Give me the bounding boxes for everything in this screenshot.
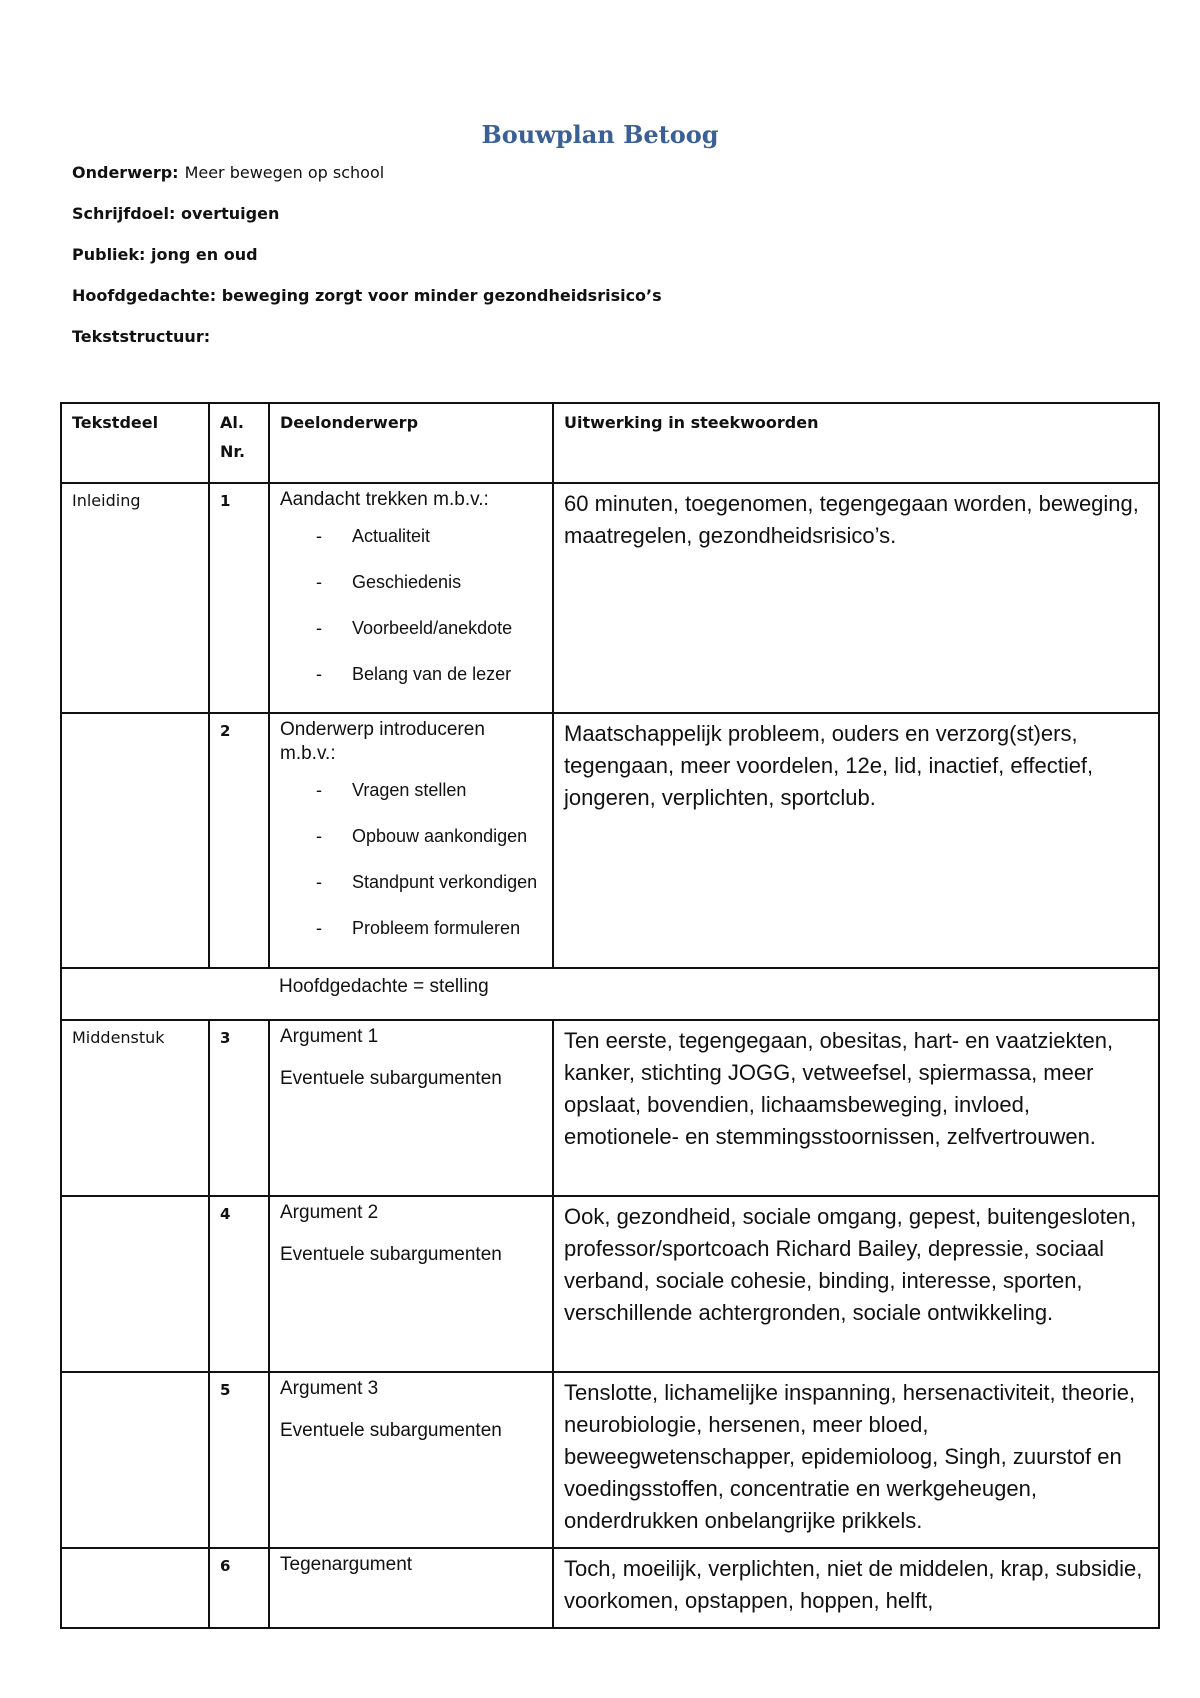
header-uitwerking: Uitwerking in steekwoorden [553,403,1159,483]
table-row [61,1548,1159,1628]
argument-title: Argument 1 [280,1026,379,1047]
meta-hoofdgedachte [72,286,662,306]
stelling-spacer [61,968,269,1020]
row-tekstdeel: Inleiding [61,483,209,713]
page-title: Bouwplan Betoog [481,120,719,149]
row-uitwerking: 60 minuten, toegenomen, tegengegaan worden, beweging, maatregelen, gezondheidsrisico’s. [553,483,1159,713]
hoofdgedachte-text: Hoofdgedachte: beweging zorgt voor minder gezondheidsrisico’s [72,286,662,305]
meta-schrijfdoel [72,204,279,224]
table-row [61,1020,1159,1196]
list-item: - Actualiteit [316,524,542,548]
header-tekstdeel: Tekstdeel [61,403,209,483]
row-nr: 4 [209,1196,269,1372]
deelonderwerp-text: Onderwerp introduceren m.b.v.: [280,719,485,764]
table-row [61,713,1159,968]
table-header-row [61,403,1159,483]
list-item: - Vragen stellen [316,778,542,802]
deelonderwerp-text: Aandacht trekken m.b.v.: [280,489,489,510]
publiek-text: Publiek: jong en oud [72,245,258,264]
row-deelonderwerp [269,483,553,713]
bullet-list [280,778,542,940]
header-deelonderwerp: Deelonderwerp [269,403,553,483]
row-nr: 1 [209,483,269,713]
row-deelonderwerp [269,1372,553,1548]
meta-onderwerp [72,163,384,183]
subargument-text: Eventuele subargumenten [280,1420,502,1441]
argument-title: Tegenargument [280,1554,413,1575]
row-uitwerking: Ten eerste, tegengegaan, obesitas, hart- en vaatziekten, kanker, stichting JOGG, vetweefsel, spiermassa, meer opslaat, bovendien, lichaamsbeweging, invloed, emotionele- en stemmingsstoornissen, zelfvertrouwen. [553,1020,1159,1196]
list-item: - Voorbeeld/anekdote [316,616,542,640]
subargument-text: Eventuele subargumenten [280,1244,502,1265]
list-item: - Standpunt verkondigen [316,870,542,894]
table-row [61,483,1159,713]
row-tekstdeel [61,1372,209,1548]
row-deelonderwerp [269,713,553,968]
list-item: - Probleem formuleren [316,916,542,940]
header-al-nr: Al. Nr. [209,403,269,483]
argument-title: Argument 2 [280,1202,379,1223]
row-deelonderwerp [269,1020,553,1196]
onderwerp-value: Meer bewegen op school [184,163,385,182]
bouwplan-table [60,402,1160,1629]
meta-publiek [72,245,258,265]
list-item: - Belang van de lezer [316,662,542,686]
row-uitwerking: Tenslotte, lichamelijke inspanning, hersenactiviteit, theorie, neurobiologie, hersenen, meer bloed, beweegwetenschapper, epidemioloog, Singh, zuurstof en voedingsstoffen, concentratie en werkgeheugen, onderdrukken onbelangrijke prikkels. [553,1372,1159,1548]
row-tekstdeel: Middenstuk [61,1020,209,1196]
schrijfdoel-text: Schrijfdoel: overtuigen [72,204,280,223]
list-item: - Geschiedenis [316,570,542,594]
stelling-text: Hoofdgedachte = stelling [269,968,1159,1020]
meta-tekststructuur [72,327,210,347]
row-uitwerking: Maatschappelijk probleem, ouders en verzorg(st)ers, tegengaan, meer voordelen, 12e, lid, inactief, effectief, jongeren, verplichten, sportclub. [553,713,1159,968]
bullet-list [280,524,542,686]
row-uitwerking: Toch, moeilijk, verplichten, niet de middelen, krap, subsidie, voorkomen, opstappen, hoppen, helft, [553,1548,1159,1628]
list-item: - Opbouw aankondigen [316,824,542,848]
row-nr: 3 [209,1020,269,1196]
row-deelonderwerp [269,1548,553,1628]
table-row [61,1196,1159,1372]
row-deelonderwerp [269,1196,553,1372]
subargument-text: Eventuele subargumenten [280,1068,502,1089]
table-row [61,1372,1159,1548]
row-tekstdeel [61,713,209,968]
stelling-row [61,968,1159,1020]
row-tekstdeel [61,1196,209,1372]
row-nr: 6 [209,1548,269,1628]
row-nr: 5 [209,1372,269,1548]
onderwerp-label: Onderwerp: [72,163,179,182]
row-tekstdeel [61,1548,209,1628]
row-nr: 2 [209,713,269,968]
argument-title: Argument 3 [280,1378,379,1399]
row-uitwerking: Ook, gezondheid, sociale omgang, gepest, buitengesloten, professor/sportcoach Richard Bailey, depressie, sociaal verband, sociale cohesie, binding, interesse, sporten, verschillende achtergronden, sociale ontwikkeling. [553,1196,1159,1372]
tekststructuur-text: Tekststructuur: [72,327,211,346]
